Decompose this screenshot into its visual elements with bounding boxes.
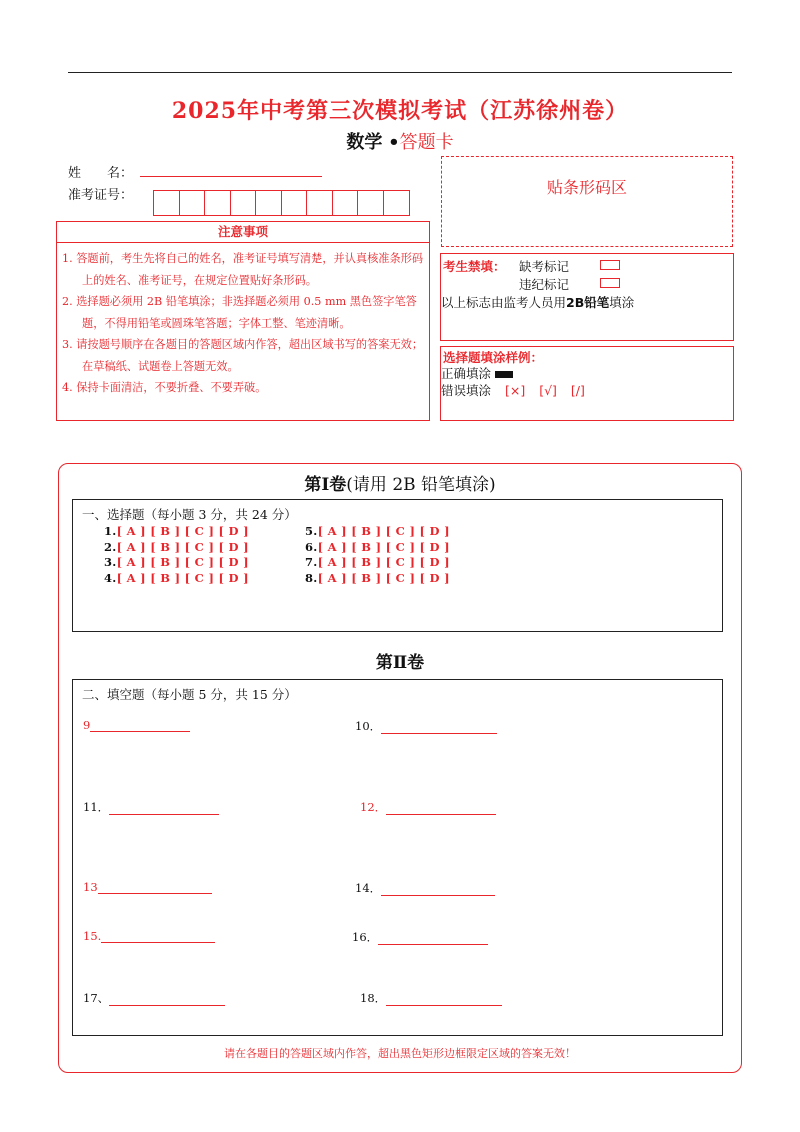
fill-question[interactable] [360,990,502,1006]
violation-mark-box[interactable] [600,278,620,288]
answer-line[interactable] [98,881,212,894]
proctor-note-bold: 2B铅笔 [566,295,610,310]
fill-number: 9 [83,718,91,732]
id-digit-box[interactable] [282,191,308,215]
mc-number: 6. [305,539,318,554]
id-digit-box[interactable] [358,191,384,215]
answer-line[interactable] [90,719,190,732]
answer-line[interactable] [109,802,219,815]
card-subtitle [0,128,800,154]
mc-number: 8. [305,570,318,585]
mc-column-right [305,524,450,586]
mc-question[interactable] [305,555,450,571]
fill-number: 11． [83,800,110,814]
notice-heading: 注意事项 [56,221,430,243]
proctor-note [441,293,634,311]
answer-line[interactable] [109,993,225,1006]
section1-title-post: (请用 2B 铅笔填涂) [346,475,496,495]
top-rule [68,72,732,73]
mc-question[interactable] [305,524,450,540]
name-field[interactable] [140,176,322,177]
name-label: 姓 名： [68,166,134,181]
mc-number: 4. [104,570,117,585]
card-label: 答题卡 [399,132,454,153]
answer-line[interactable] [101,930,215,943]
id-digit-box[interactable] [333,191,359,215]
mc-column-left [104,524,249,586]
barcode-area [441,156,733,247]
mc-options[interactable]: [ A ] [ B ] [ C ] [ D ] [317,570,450,585]
mc-options[interactable]: [ A ] [ B ] [ C ] [ D ] [116,555,249,569]
id-digit-box[interactable] [256,191,282,215]
mc-number: 1. [104,524,117,538]
id-label: 准考证号： [68,188,134,203]
mc-question[interactable] [104,524,249,540]
fill-number: 18． [360,991,387,1005]
fill-question[interactable] [83,929,215,943]
section1-title-pre: 第 [304,475,322,495]
wrong-mark: [√] [539,383,557,398]
fill-number: 13 [83,880,98,894]
notice-item: 3. 请按题号顺序在各题目的答题区域内作答，超出区域书写的答案无效；在草稿纸、试题卷上答题无效。 [62,338,424,373]
answer-line[interactable] [386,802,496,815]
mc-number: 5. [305,524,318,538]
answer-line[interactable] [381,883,495,896]
id-digit-box[interactable] [384,191,410,215]
mc-number: 3. [104,555,117,569]
fill-heading: 二、填空题（每小题 5 分，共 15 分） [82,687,297,702]
fill-question[interactable] [83,990,225,1006]
subtitle-dot: • [388,132,400,153]
mc-options[interactable]: [ A ] [ B ] [ C ] [ D ] [317,539,450,554]
fill-question[interactable] [360,799,496,815]
answer-line[interactable] [378,932,488,945]
fill-number: 14． [355,881,382,895]
fill-number: 17、 [83,991,110,1005]
fill-question[interactable] [352,929,488,945]
mc-question[interactable] [104,540,249,556]
fill-question[interactable] [83,799,219,815]
fill-number: 15. [83,929,102,943]
subject-label: 数学 [346,132,383,153]
sample-label: 选择题填涂样例： [443,350,544,365]
section1-title [0,470,800,495]
mc-question[interactable] [104,571,249,587]
barcode-label: 贴条形码区 [546,178,627,197]
fill-number: 16． [352,930,379,944]
absent-mark-box[interactable] [600,260,620,270]
id-digit-box[interactable] [180,191,206,215]
fill-number: 12． [360,800,387,814]
fill-question[interactable] [83,880,212,894]
mc-options[interactable]: [ A ] [ B ] [ C ] [ D ] [116,524,249,538]
mc-options[interactable]: [ A ] [ B ] [ C ] [ D ] [317,555,450,569]
fill-question[interactable] [83,718,190,732]
proctor-note-post: 填涂 [609,295,635,310]
wrong-mark: [/] [570,383,585,398]
proctor-label: 考生禁填： [443,259,506,274]
id-digit-box[interactable] [231,191,257,215]
mc-question[interactable] [305,571,450,587]
answer-line[interactable] [386,993,502,1006]
id-number-boxes[interactable] [153,190,410,216]
wrong-label: 错误填涂 [441,383,492,398]
correct-sample [441,364,513,382]
fill-question[interactable] [355,880,495,896]
filled-mark [495,371,513,378]
fill-question[interactable] [355,718,497,734]
mc-options[interactable]: [ A ] [ B ] [ C ] [ D ] [116,539,249,554]
notice-item: 2. 选择题必须用 2B 铅笔填涂；非选择题必须用 0.5 mm 黑色签字笔答题，不得用铅笔或圆珠笔答题；字体工整、笔迹清晰。 [62,295,417,330]
answer-line[interactable] [381,721,497,734]
mc-options[interactable]: [ A ] [ B ] [ C ] [ D ] [317,524,450,538]
correct-label: 正确填涂 [441,366,492,381]
id-digit-box[interactable] [307,191,333,215]
mc-heading: 一、选择题（每小题 3 分，共 24 分） [82,507,297,522]
id-digit-box[interactable] [154,191,180,215]
wrong-sample [441,381,585,399]
absent-label: 缺考标记 [519,259,570,274]
proctor-note-pre: 以上标志由监考人员用 [441,295,567,310]
notice-list [62,248,426,399]
wrong-mark: [×] [505,383,526,398]
mc-number: 2. [104,539,117,554]
footer-warning: 请在各题目的答题区域内作答，超出黑色矩形边框限定区域的答案无效！ [224,1047,576,1060]
section2-title: 第Ⅱ卷 [375,653,425,673]
notice-item: 1. 答题前，考生先将自己的姓名，准考证号填写清楚，并认真核准条形码上的姓名、准考证号，在规定位置贴好条形码。 [62,252,424,287]
mc-question[interactable] [104,555,249,571]
notice-item: 4. 保持卡面清洁，不要折叠、不要弄破。 [62,381,267,394]
mc-options[interactable]: [ A ] [ B ] [ C ] [ D ] [116,570,249,585]
fill-number: 10． [355,719,382,733]
exam-title: 2025年中考第三次模拟考试（江苏徐州卷） [171,98,629,124]
mc-number: 7. [305,555,318,569]
section1-title-roman: Ⅰ卷 [321,475,347,495]
id-digit-box[interactable] [205,191,231,215]
mc-question[interactable] [305,540,450,556]
violation-label: 违纪标记 [519,277,570,292]
